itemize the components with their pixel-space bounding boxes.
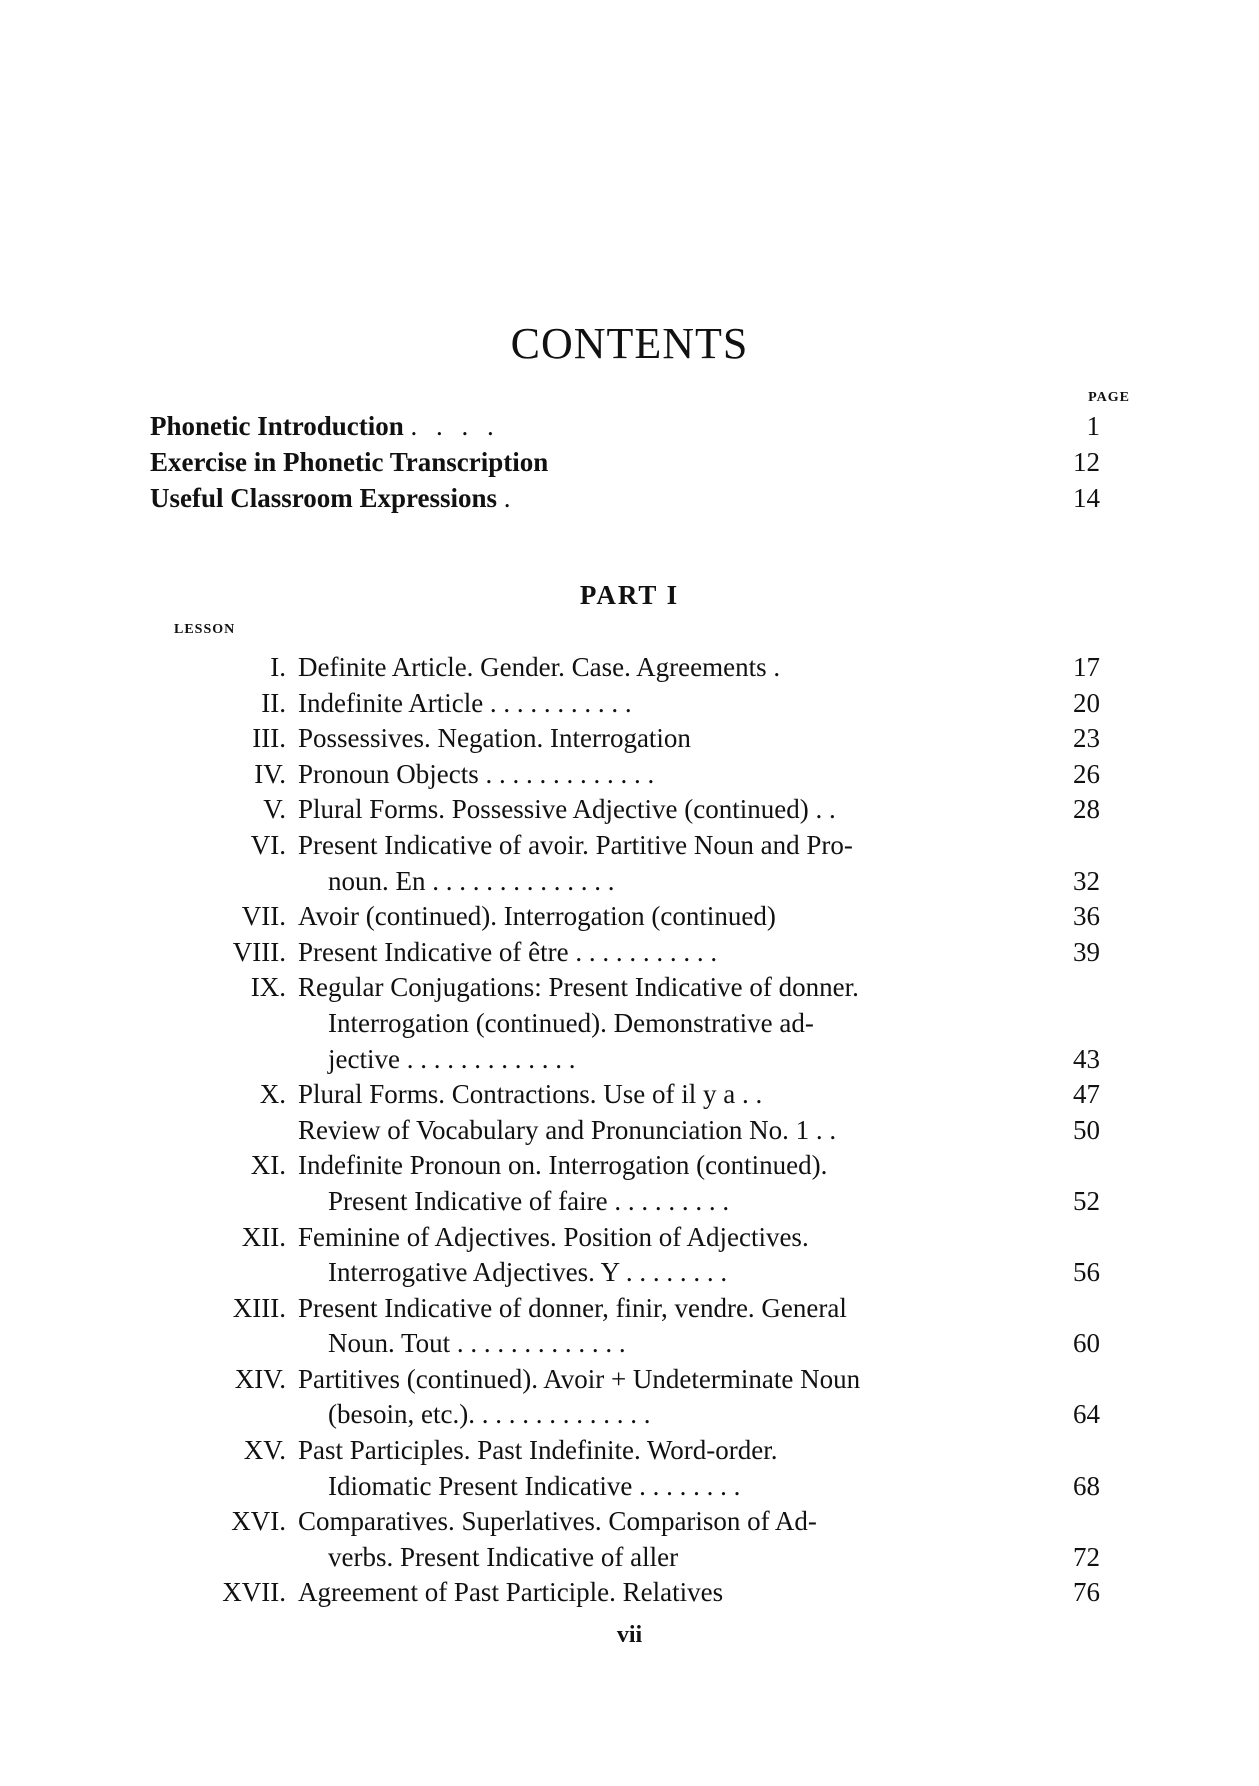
front-matter-label: Exercise in Phonetic Transcription (150, 447, 549, 477)
lesson-list (150, 650, 1100, 1611)
lesson-title: Idiomatic Present Indicative . . . . . . . . (328, 1470, 741, 1501)
lesson-title: Regular Conjugations: Present Indicative of donner. (298, 972, 859, 1003)
page-number: 1 (1086, 411, 1100, 441)
lesson-number (150, 1184, 298, 1220)
lesson-title: Avoir (continued). Interrogation (continued) (298, 901, 776, 932)
lesson-title: Review of Vocabulary and Pronunciation No. 1 . . (298, 1114, 837, 1145)
page-number: 43 (1073, 1043, 1100, 1074)
page-number: 28 (1073, 794, 1100, 825)
lesson-title: Feminine of Adjectives. Position of Adjectives. (298, 1221, 809, 1252)
lesson-title: Definite Article. Gender. Case. Agreements . (298, 652, 781, 682)
lesson-title: noun. En . . . . . . . . . . . . . . (328, 865, 615, 896)
lesson-title: Possessives. Negation. Interrogation (298, 723, 691, 754)
page-number: 50 (1073, 1114, 1100, 1145)
lesson-title: Comparatives. Superlatives. Comparison of Ad- (298, 1506, 817, 1537)
lesson-number: XII. (241, 1221, 286, 1252)
lesson-number: VII. (241, 901, 286, 932)
toc-line (150, 899, 1100, 935)
toc-line (150, 1220, 1100, 1256)
toc-line (150, 1575, 1100, 1611)
lesson-number: III. (252, 723, 286, 754)
lesson-title: (besoin, etc.). . . . . . . . . . . . . . (328, 1399, 651, 1430)
lesson-title: Past Participles. Past Indefinite. Word-order. (298, 1435, 778, 1466)
lesson-number: II. (261, 687, 286, 718)
lesson-number: I. (270, 652, 286, 682)
page-number: 23 (1073, 723, 1100, 754)
toc-line (150, 1006, 1100, 1042)
lesson-title: jective . . . . . . . . . . . . . (328, 1043, 576, 1074)
page-number: 12 (1073, 447, 1100, 477)
lesson-number: XVI. (231, 1506, 286, 1537)
lesson-title: verbs. Present Indicative of aller (328, 1541, 679, 1572)
leader-dots: . (503, 483, 517, 513)
lesson-number (150, 1042, 298, 1078)
toc-line (150, 792, 1100, 828)
toc-line (150, 757, 1100, 793)
lesson-number (150, 864, 298, 900)
page-number: 39 (1073, 936, 1100, 967)
page-number: 64 (1073, 1399, 1100, 1430)
lesson-title: Pronoun Objects . . . . . . . . . . . . . (298, 758, 655, 789)
front-matter-item (150, 480, 1100, 516)
page-folio: vii (616, 1622, 643, 1648)
lesson-number: X. (259, 1079, 286, 1110)
toc-line (150, 1326, 1100, 1362)
part-heading: PART I (579, 580, 680, 610)
page-number: 72 (1073, 1541, 1100, 1572)
lesson-title: Interrogation (continued). Demonstrative ad- (328, 1007, 814, 1038)
page-number: 47 (1073, 1079, 1100, 1110)
toc-line (150, 1042, 1100, 1078)
lesson-number (150, 1540, 298, 1576)
toc-line (150, 864, 1100, 900)
page-number: 14 (1073, 483, 1100, 513)
front-matter-label: Useful Classroom Expressions (150, 483, 498, 513)
lesson-number: XV. (243, 1435, 286, 1466)
lesson-number: XIV. (234, 1363, 286, 1394)
lesson-title: Plural Forms. Contractions. Use of il y a . . (298, 1079, 763, 1110)
lesson-number (150, 1397, 298, 1433)
page-number: 32 (1073, 865, 1100, 896)
toc-line (150, 1113, 1100, 1149)
toc-line (150, 1362, 1100, 1398)
page-number: 56 (1073, 1257, 1100, 1288)
toc-line (150, 935, 1100, 971)
toc-line (150, 1469, 1100, 1505)
page-number: 17 (1073, 652, 1100, 682)
toc-line (150, 828, 1100, 864)
toc-line (150, 1291, 1100, 1327)
lesson-title: Partitives (continued). Avoir + Undeterminate Noun (298, 1363, 861, 1394)
toc-line (150, 721, 1100, 757)
front-matter-list (150, 408, 1100, 516)
lesson-title: Plural Forms. Possessive Adjective (continued) . . (298, 794, 836, 825)
lesson-number: IV. (254, 758, 286, 789)
toc-line (150, 686, 1100, 722)
page-title: CONTENTS (510, 319, 749, 368)
lesson-number: XVII. (222, 1577, 286, 1608)
lesson-title: Interrogative Adjectives. Y . . . . . . . . (328, 1257, 728, 1288)
lesson-number: XI. (250, 1150, 286, 1181)
toc-line (150, 1540, 1100, 1576)
lesson-number (150, 1006, 298, 1042)
page-column-heading: PAGE (1088, 390, 1130, 405)
toc-line (150, 1077, 1100, 1113)
toc-line (150, 1255, 1100, 1291)
lesson-title: Present Indicative of être . . . . . . . . . . . (298, 936, 718, 967)
toc-line (150, 1184, 1100, 1220)
toc-line (150, 650, 1100, 686)
page-number: 52 (1073, 1185, 1100, 1216)
lesson-title: Indefinite Article . . . . . . . . . . . (298, 687, 632, 718)
lesson-number: IX. (250, 972, 286, 1003)
front-matter-item (150, 444, 1100, 480)
lesson-number (150, 1326, 298, 1362)
lesson-title: Present Indicative of avoir. Partitive Noun and Pro- (298, 829, 853, 860)
page-number: 76 (1073, 1577, 1100, 1608)
leader-dots: . . . . (410, 411, 500, 441)
page-number: 26 (1073, 758, 1100, 789)
lesson-number: V. (263, 794, 286, 825)
toc-line (150, 1504, 1100, 1540)
toc-line (150, 1148, 1100, 1184)
lesson-number: VI. (250, 829, 286, 860)
lesson-number: XIII. (232, 1292, 286, 1323)
page-number: 20 (1073, 687, 1100, 718)
toc-line (150, 1433, 1100, 1469)
lesson-title: Present Indicative of faire . . . . . . . . . (328, 1185, 730, 1216)
page-number: 60 (1073, 1328, 1100, 1359)
lesson-title: Agreement of Past Participle. Relatives (298, 1577, 724, 1608)
lesson-number: VIII. (232, 936, 286, 967)
page-number: 36 (1073, 901, 1100, 932)
lesson-number (150, 1113, 298, 1149)
lesson-title: Indefinite Pronoun on. Interrogation (continued). (298, 1150, 828, 1181)
page-number: 68 (1073, 1470, 1100, 1501)
lesson-number (150, 1255, 298, 1291)
lesson-title: Present Indicative of donner, finir, vendre. General (298, 1292, 847, 1323)
lesson-column-heading: LESSON (174, 622, 236, 637)
toc-line (150, 970, 1100, 1006)
front-matter-label: Phonetic Introduction (150, 411, 404, 441)
front-matter-item (150, 408, 1100, 444)
lesson-number (150, 1469, 298, 1505)
lesson-title: Noun. Tout . . . . . . . . . . . . . (328, 1328, 626, 1359)
toc-line (150, 1397, 1100, 1433)
